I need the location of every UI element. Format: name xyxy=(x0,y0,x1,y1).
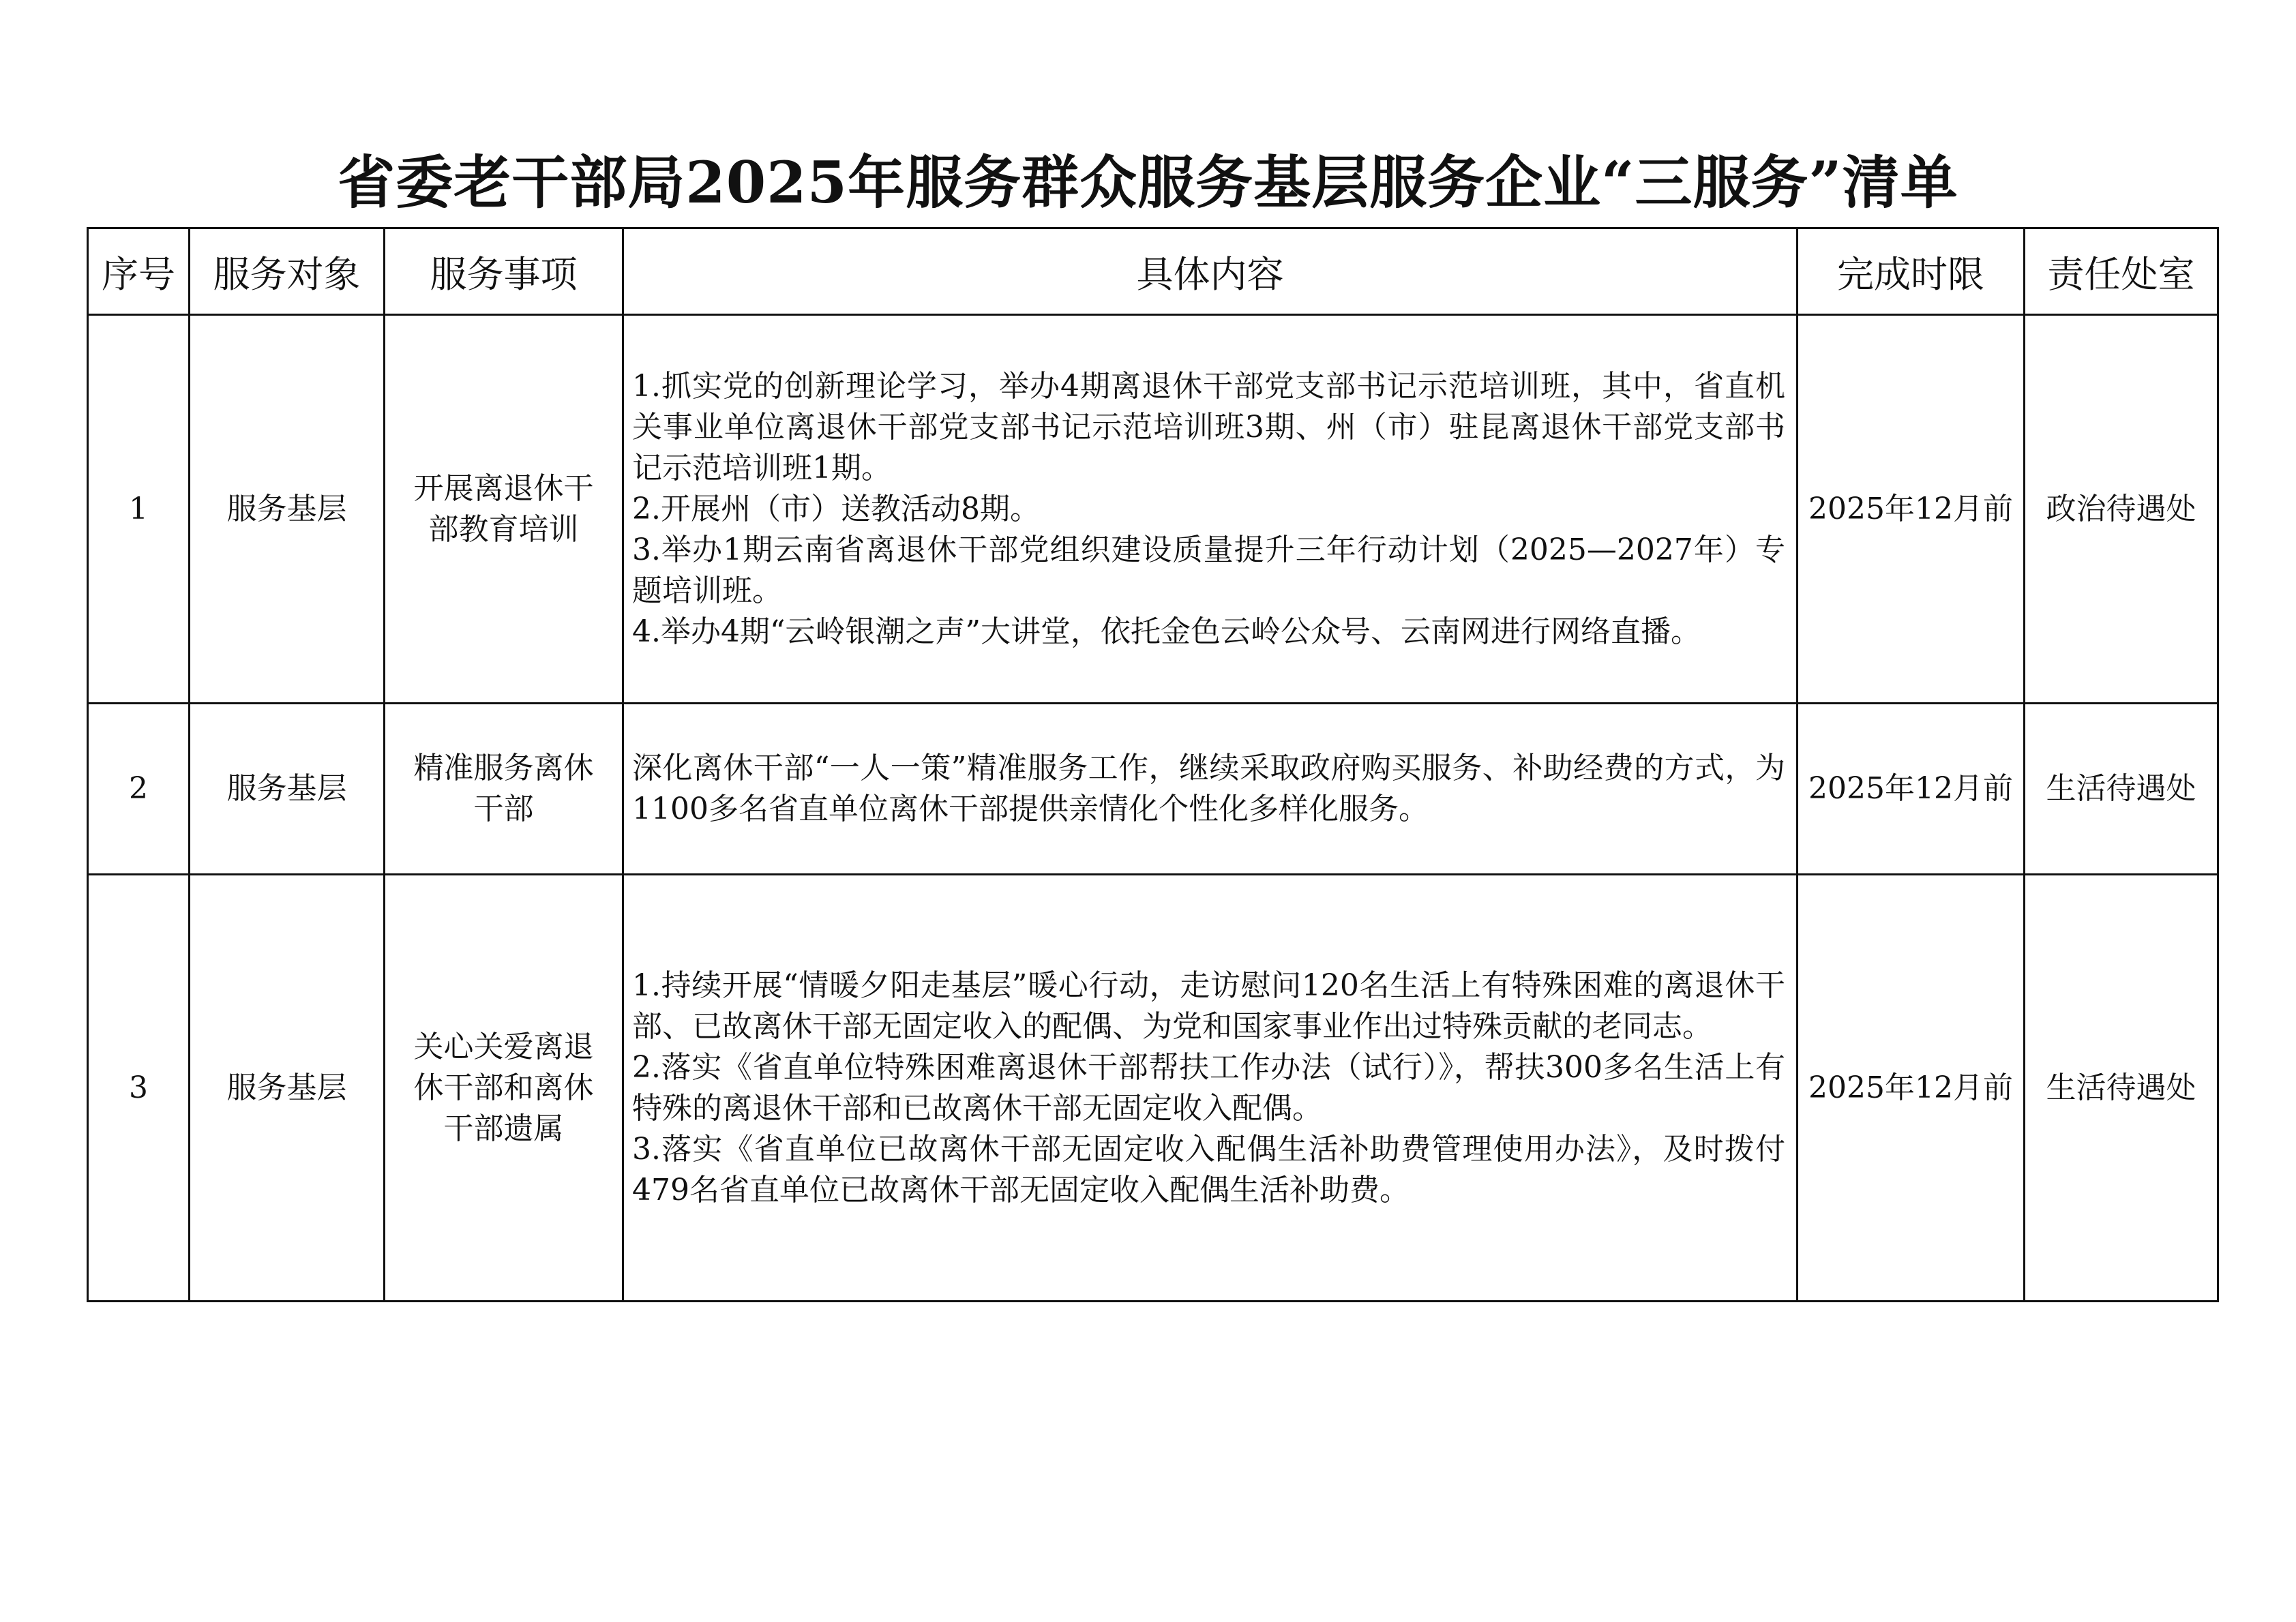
row-content xyxy=(623,704,1798,875)
header-content: 具体内容 xyxy=(623,228,1798,315)
row-deadline: 2025年12月前 xyxy=(1798,875,2025,1302)
content-line: 2.落实《省直单位特殊困难离退休干部帮扶工作办法（试行）》，帮扶300多名生活上有特殊的离退休干部和已故离休干部无固定收入配偶。 xyxy=(632,1049,1785,1126)
table-row xyxy=(88,315,2218,704)
row-item: 精准服务离休干部 xyxy=(385,704,623,875)
content-line: 2.开展州（市）送教活动8期。 xyxy=(632,491,1040,526)
table-row xyxy=(88,704,2218,875)
content-line: 3.举办1期云南省离退休干部党组织建设质量提升三年行动计划（2025—2027年）专题培训班。 xyxy=(632,532,1785,608)
header-seq: 序号 xyxy=(88,228,190,315)
content-line: 3.落实《省直单位已故离休干部无固定收入配偶生活补助费管理使用办法》，及时拨付479名省直单位已故离休干部无固定收入配偶生活补助费。 xyxy=(632,1131,1785,1207)
row-target: 服务基层 xyxy=(190,875,385,1302)
row-content xyxy=(623,315,1798,704)
content-line: 4.举办4期“云岭银潮之声”大讲堂，依托金色云岭公众号、云南网进行网络直播。 xyxy=(632,614,1701,649)
row-seq: 3 xyxy=(88,875,190,1302)
row-deadline: 2025年12月前 xyxy=(1798,704,2025,875)
header-item: 服务事项 xyxy=(385,228,623,315)
row-target: 服务基层 xyxy=(190,315,385,704)
row-seq: 2 xyxy=(88,704,190,875)
row-seq: 1 xyxy=(88,315,190,704)
row-office: 政治待遇处 xyxy=(2025,315,2218,704)
row-target: 服务基层 xyxy=(190,704,385,875)
row-content xyxy=(623,875,1798,1302)
row-office: 生活待遇处 xyxy=(2025,704,2218,875)
service-list-table xyxy=(87,227,2219,1302)
table-header-row xyxy=(88,228,2218,315)
row-item: 开展离退休干部教育培训 xyxy=(385,315,623,704)
page-title: 省委老干部局2025年服务群众服务基层服务企业“三服务”清单 xyxy=(338,149,1958,216)
header-office: 责任处室 xyxy=(2025,228,2218,315)
content-line: 1.抓实党的创新理论学习，举办4期离退休干部党支部书记示范培训班，其中，省直机关事业单位离退休干部党支部书记示范培训班3期、州（市）驻昆离退休干部党支部书记示范培训班1期。 xyxy=(632,368,1785,485)
header-target: 服务对象 xyxy=(190,228,385,315)
content-line: 深化离休干部“一人一策”精准服务工作，继续采取政府购买服务、补助经费的方式，为1100多名省直单位离休干部提供亲情化个性化多样化服务。 xyxy=(632,751,1785,826)
row-office: 生活待遇处 xyxy=(2025,875,2218,1302)
row-item: 关心关爱离退休干部和离休干部遗属 xyxy=(385,875,623,1302)
row-deadline: 2025年12月前 xyxy=(1798,315,2025,704)
header-deadline: 完成时限 xyxy=(1798,228,2025,315)
content-line: 1.持续开展“情暖夕阳走基层”暖心行动，走访慰问120名生活上有特殊困难的离退休干部、已故离休干部无固定收入的配偶、为党和国家事业作出过特殊贡献的老同志。 xyxy=(632,967,1785,1044)
table-row xyxy=(88,875,2218,1302)
